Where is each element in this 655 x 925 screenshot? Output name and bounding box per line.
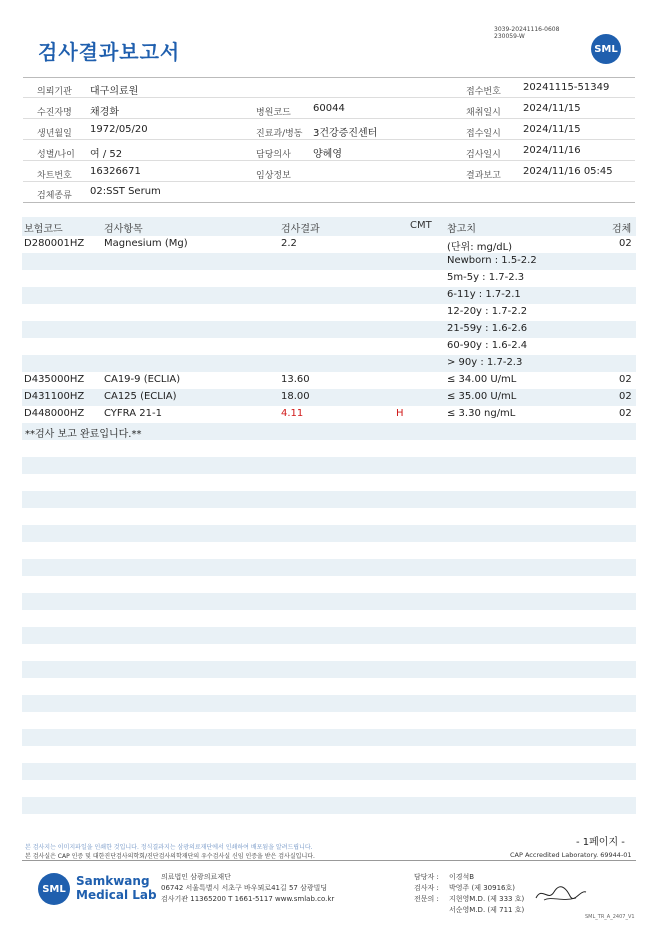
cell-reference: 21-59y : 1.6-2.6 xyxy=(447,323,528,334)
hospital-code-label: 병원코드 xyxy=(256,108,291,118)
cell-reference: 60-90y : 1.6-2.4 xyxy=(447,340,528,351)
table-stripe xyxy=(22,321,636,338)
organization-info xyxy=(161,872,334,905)
table-stripe xyxy=(22,559,636,576)
cell-reference: ≤ 34.00 U/mL xyxy=(447,374,517,385)
cell-reference: ≤ 3.30 ng/mL xyxy=(447,408,516,419)
institution-value: 대구의료원 xyxy=(90,86,139,97)
divider xyxy=(23,202,635,203)
org-name: 의료법인 삼광의료재단 xyxy=(161,873,231,881)
report-date-label: 결과보고 xyxy=(466,171,501,181)
test-date-value: 2024/11/16 xyxy=(523,145,581,156)
cell-code: D431100HZ xyxy=(24,391,85,402)
hospital-code-value: 60044 xyxy=(313,103,345,114)
signature-image xyxy=(532,880,588,906)
staff-value: 이경석B xyxy=(449,873,475,881)
divider xyxy=(23,139,635,140)
col-header-item: 검사항목 xyxy=(104,224,143,235)
cell-reference: > 90y : 1.7-2.3 xyxy=(447,357,523,368)
receipt-date-value: 2024/11/15 xyxy=(523,124,581,135)
receipt-no-value: 20241115-51349 xyxy=(523,82,610,93)
col-header-cmt: CMT xyxy=(410,220,432,231)
patient-label: 수진자명 xyxy=(37,108,72,118)
specimen-label: 검체종류 xyxy=(37,191,72,201)
table-stripe xyxy=(22,797,636,814)
specialist-label: 전문의 : xyxy=(414,895,439,903)
cell-reference: 6-11y : 1.7-2.1 xyxy=(447,289,521,300)
col-header-code: 보험코드 xyxy=(24,224,63,235)
sml-footer-logo: SML xyxy=(38,873,70,905)
col-header-result: 검사결과 xyxy=(281,224,320,235)
cell-code: D448000HZ xyxy=(24,408,85,419)
table-stripe xyxy=(22,491,636,508)
clinical-label: 임상정보 xyxy=(256,171,291,181)
col-header-ref: 참고치 xyxy=(447,224,476,235)
divider xyxy=(23,160,635,161)
dob-label: 생년월일 xyxy=(37,129,72,139)
institution-label: 의뢰기관 xyxy=(37,87,72,97)
table-stripe xyxy=(22,627,636,644)
cell-code: D435000HZ xyxy=(24,374,85,385)
divider xyxy=(23,77,635,78)
chart-label: 차트번호 xyxy=(37,171,72,181)
cell-item: CA19-9 (ECLIA) xyxy=(104,374,181,385)
receipt-date-label: 접수일시 xyxy=(466,129,501,139)
table-stripe xyxy=(22,525,636,542)
cell-specimen: 02 xyxy=(619,408,632,419)
page-number: - 1페이지 - xyxy=(576,837,625,848)
cell-reference: 5m-5y : 1.7-2.3 xyxy=(447,272,525,283)
document-code xyxy=(494,26,559,40)
patient-value: 채경화 xyxy=(90,107,119,118)
table-stripe xyxy=(22,253,636,270)
cell-specimen: 02 xyxy=(619,391,632,402)
cell-specimen: 02 xyxy=(619,238,632,249)
divider xyxy=(22,860,636,861)
cell-result: 2.2 xyxy=(281,238,297,249)
cell-code: D280001HZ xyxy=(24,238,85,249)
table-stripe xyxy=(22,355,636,372)
cell-reference: 12-20y : 1.7-2.2 xyxy=(447,306,528,317)
col-header-specimen: 검체 xyxy=(612,224,632,235)
cell-specimen: 02 xyxy=(619,374,632,385)
doctor-label: 담당의사 xyxy=(256,150,291,160)
accreditation-notice: 본 검사실은 CAP 인증 및 대한진단검사의학회/진단검사의학재단의 우수검사실 신임 인증을 받은 검사실입니다. xyxy=(25,853,315,860)
completion-note: **검사 보고 완료입니다.** xyxy=(25,429,142,440)
specialist2-value: 서순영M.D. (제 711 호) xyxy=(449,906,525,914)
divider xyxy=(23,181,635,182)
report-date-value: 2024/11/16 05:45 xyxy=(523,166,613,177)
sml-logo: SML xyxy=(591,34,621,64)
form-code: SML_TR_A_2407_V1 xyxy=(585,914,635,920)
sex-age-label: 성별/나이 xyxy=(37,150,75,160)
table-stripe xyxy=(22,729,636,746)
doctor-value: 양혜영 xyxy=(313,149,342,160)
company-name xyxy=(76,874,157,902)
print-notice: 본 검사지는 이미지파일을 인쇄한 것입니다. 정식결과지는 삼광의료재단에서 인쇄하여 배포됨을 알려드립니다. xyxy=(25,844,313,851)
company-name-line2: Medical Lab xyxy=(76,888,157,902)
page-title: 검사결과보고서 xyxy=(38,40,181,64)
receipt-no-label: 접수번호 xyxy=(466,87,501,97)
collect-date-value: 2024/11/15 xyxy=(523,103,581,114)
cap-accreditation: CAP Accredited Laboratory. 69944-01 xyxy=(510,851,632,859)
tester-value: 박영주 (제 30916호) xyxy=(449,884,515,892)
cell-result: 4.11 xyxy=(281,408,304,419)
cell-result: 13.60 xyxy=(281,374,310,385)
chart-value: 16326671 xyxy=(90,166,141,177)
staff-label: 담당자 : xyxy=(414,873,439,881)
document-code-line1: 3039-20241116-0608 xyxy=(494,26,560,33)
staff-values xyxy=(449,872,524,916)
dob-value: 1972/05/20 xyxy=(90,124,148,135)
table-stripe xyxy=(22,763,636,780)
cell-flag: H xyxy=(396,408,404,419)
cell-item: CA125 (ECLIA) xyxy=(104,391,177,402)
specimen-value: 02:SST Serum xyxy=(90,186,161,197)
cell-reference: Newborn : 1.5-2.2 xyxy=(447,255,537,266)
sex-age-value: 여 / 52 xyxy=(90,149,123,160)
table-stripe xyxy=(22,457,636,474)
dept-value: 3건강증진센터 xyxy=(313,128,378,139)
tester-label: 검사자 : xyxy=(414,884,439,892)
cell-item: Magnesium (Mg) xyxy=(104,238,188,249)
cell-item: CYFRA 21-1 xyxy=(104,408,162,419)
table-stripe xyxy=(22,661,636,678)
staff-labels xyxy=(414,872,439,905)
dept-label: 진료과/병동 xyxy=(256,129,303,139)
cell-reference: ≤ 35.00 U/mL xyxy=(447,391,517,402)
specialist1-value: 지현영M.D. (제 333 호) xyxy=(449,895,525,903)
table-stripe xyxy=(22,695,636,712)
company-name-line1: Samkwang xyxy=(76,874,150,888)
test-date-label: 검사일시 xyxy=(466,150,501,160)
cell-reference: (단위: mg/dL) xyxy=(447,242,513,253)
collect-date-label: 채취일시 xyxy=(466,108,501,118)
org-address: 06742 서울특별시 서초구 바우뫼로41길 57 삼광빌딩 xyxy=(161,884,328,892)
table-stripe xyxy=(22,593,636,610)
divider xyxy=(23,97,635,98)
org-phone: 검사기관 11365200 T 1661-5117 www.smlab.co.kr xyxy=(161,895,335,903)
divider xyxy=(23,118,635,119)
cell-result: 18.00 xyxy=(281,391,310,402)
document-code-line2: 230059-W xyxy=(494,33,525,40)
table-stripe xyxy=(22,287,636,304)
